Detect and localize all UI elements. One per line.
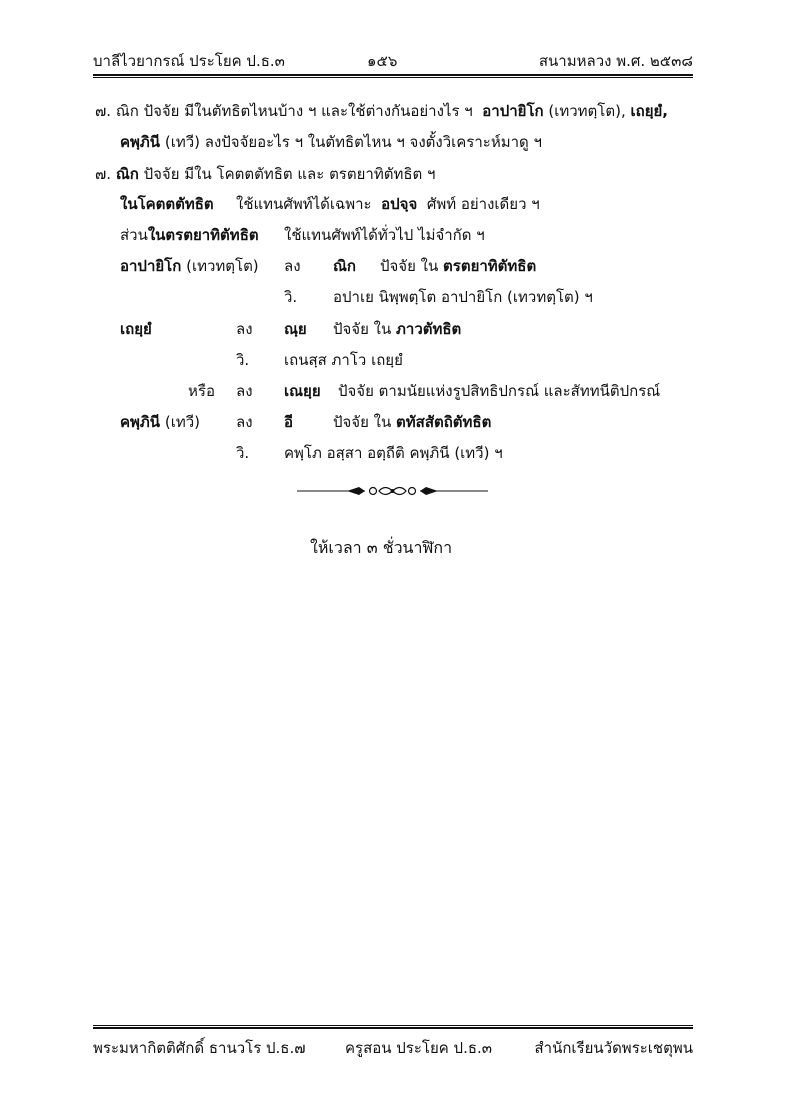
apayiko-text-plain: ปัจจัย ใน [380, 257, 439, 275]
question-text: ๗. ณิก ปัจจัย มีในตัทธิตไหนบ้าง ฯ และใช้ต่างกันอย่างไร ฯ [95, 102, 473, 120]
header-right: สนามหลวง พ.ศ. ๒๕๓๘ [538, 52, 693, 70]
question-term-gabbhini: คพฺภินี [120, 133, 161, 151]
ornament-divider [295, 481, 490, 501]
or-text: ปัจจัย ตามนัยแห่งรูปสิทธิปกรณ์ และสัททนีติปกรณ์ [338, 382, 661, 400]
question-term-paren: (เทวทตฺโต), [548, 102, 626, 120]
question-term-theyyam: เถยฺยํ, [630, 102, 668, 120]
page-number: ๑๕๖ [367, 52, 398, 70]
gotta-text-2: ศัพท์ อย่างเดียว ฯ [426, 195, 540, 213]
footer-rule [93, 1027, 693, 1029]
footer-rule-thin [93, 1025, 693, 1026]
tarata-prefix: ส่วน [120, 226, 148, 244]
answer-term-nika: ณิก [115, 165, 139, 183]
gabbhini-paren: (เทวี) [164, 413, 201, 431]
theyyam-text-plain: ปัจจัย ใน [333, 320, 392, 338]
row-gabbhini-word [120, 411, 200, 433]
or-lang: ลง [236, 382, 253, 400]
question-text-2: (เทวี) ลงปัจจัยอะไร ฯ ในตัทธิตไหน ฯ จงตั้งวิเคราะห์มาดู ฯ [164, 133, 542, 151]
time-note: ให้เวลา ๓ ชั่วนาฬิกา [310, 538, 453, 557]
footer-right: สำนักเรียนวัดพระเชตุพน [534, 1039, 693, 1057]
footer-left: พระมหากิตติศักดิ์ ธานวโร ป.ธ.๗ [93, 1039, 306, 1057]
answer-intro [95, 163, 435, 185]
question-term-apayiko: อาปายิโก [482, 102, 544, 120]
apayiko-lang: ลง [284, 257, 301, 275]
header-rule-thin [93, 77, 693, 78]
tarata-text: ใช้แทนศัพท์ได้ทั่วไป ไม่จำกัด ฯ [284, 226, 485, 244]
header-left: บาลีไวยากรณ์ ประโยค ป.ธ.๓ [93, 52, 285, 70]
apayiko-paren: (เทวทตฺโต) [186, 257, 259, 275]
or-label: หรือ [188, 382, 215, 400]
theyyam-text [333, 318, 461, 340]
apayiko-word: อาปายิโก [120, 257, 182, 275]
theyyam-word: เถยฺยํ [120, 320, 152, 338]
footer-center: ครูสอน ประโยค ป.ธ.๓ [345, 1039, 493, 1057]
gabbhini-vi: วิ. [236, 444, 250, 462]
tarata-label-line [120, 224, 259, 246]
answer-number: ๗. [95, 165, 112, 183]
gotta-text [236, 193, 540, 215]
row-apayiko-word [120, 255, 259, 277]
question-line-1 [95, 100, 668, 122]
theyyam-suffix: ณฺย [284, 320, 307, 338]
apayiko-text [380, 255, 536, 277]
theyyam-vi: วิ. [236, 351, 250, 369]
gabbhini-suffix: อี [284, 413, 294, 431]
or-suffix: เณยฺย [284, 382, 321, 400]
apayiko-vi-text: อปาเย นิพฺพตฺโต อาปายิโก (เทวทตฺโต) ฯ [333, 288, 593, 306]
gabbhini-vi-text: คพฺโภ อสฺสา อตฺถีติ คพฺภินี (เทวี) ฯ [284, 444, 503, 462]
gotta-term-apacca: อปจฺจ [381, 195, 418, 213]
gabbhini-lang: ลง [236, 413, 253, 431]
theyyam-lang: ลง [236, 320, 253, 338]
answer-intro-text: ปัจจัย มีใน โคตตตัทธิต และ ตรตยาทิตัทธิต ฯ [143, 165, 436, 183]
gotta-text-1: ใช้แทนศัพท์ได้เฉพาะ [236, 195, 372, 213]
apayiko-taddhita: ตรตยาทิตัทธิต [443, 257, 537, 275]
question-line-2 [120, 131, 542, 153]
apayiko-vi: วิ. [284, 288, 298, 306]
header-rule [93, 74, 693, 76]
gabbhini-taddhita: ตทัสสัตถิตัทธิต [396, 413, 492, 431]
theyyam-taddhita: ภาวตัทธิต [396, 320, 462, 338]
gabbhini-word: คพฺภินี [120, 413, 161, 431]
apayiko-suffix: ณิก [333, 257, 356, 275]
theyyam-vi-text: เถนสฺส ภาโว เถยฺยํ [284, 351, 403, 369]
gabbhini-text-plain: ปัจจัย ใน [333, 413, 392, 431]
gotta-label: ในโคตตตัทธิต [120, 195, 214, 213]
tarata-label: ในตรตยาทิตัทธิต [147, 226, 259, 244]
gabbhini-text [333, 411, 491, 433]
